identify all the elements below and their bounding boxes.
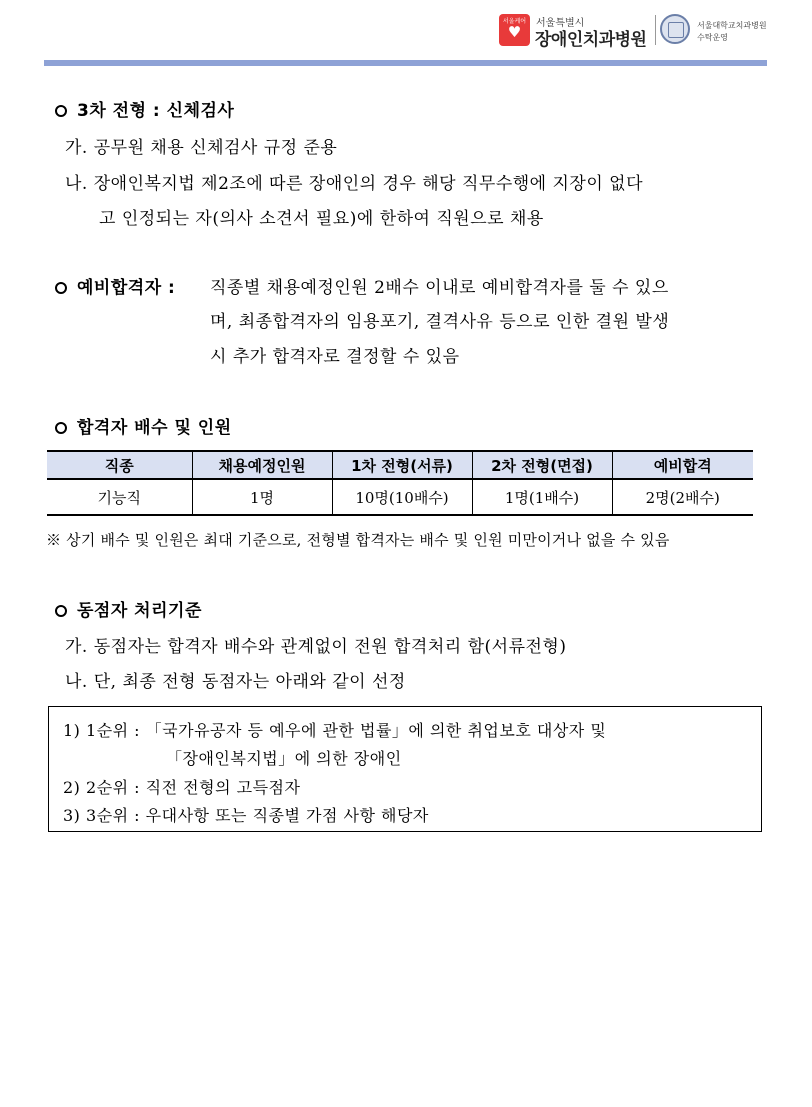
reserve-line-2: 며, 최종합격자의 임용포기, 결격사유 등으로 인한 결원 발생 xyxy=(210,312,670,332)
section-heading-reserve: 예비합격자 : xyxy=(55,273,175,298)
column-header: 직종 xyxy=(47,451,192,479)
affiliate-name: 서울대학교치과병원 xyxy=(697,21,767,30)
page-header xyxy=(0,0,812,70)
section-heading-tie: 동점자 처리기준 xyxy=(55,596,202,621)
header-divider xyxy=(655,15,656,45)
table-cell: 1명 xyxy=(192,479,332,515)
third-stage-item-b: 나. 장애인복지법 제2조에 따른 장애인의 경우 해당 직무수행에 지장이 없다 xyxy=(65,174,644,194)
third-stage-item-b-cont: 고 인정되는 자(의사 소견서 필요)에 한하여 직원으로 채용 xyxy=(99,209,544,229)
affiliate-role: 수탁운영 xyxy=(697,33,728,42)
circle-bullet-icon xyxy=(55,422,67,434)
table-header-row xyxy=(47,451,753,479)
table-cell: 10명(10배수) xyxy=(332,479,472,515)
snu-seal-icon xyxy=(660,14,690,44)
circle-bullet-icon xyxy=(55,605,67,617)
circle-bullet-icon xyxy=(55,282,67,294)
header-accent-bar xyxy=(44,60,767,66)
priority-1: 1) 1순위 : 「국가유공자 등 예우에 관한 법률」에 의한 취업보호 대상자 및 xyxy=(63,721,607,740)
hospital-name: 장애인치과병원 xyxy=(535,30,647,50)
tie-priority-box xyxy=(48,706,762,832)
column-header: 예비합격 xyxy=(612,451,753,479)
table-row xyxy=(47,479,753,515)
reserve-line-1: 직종별 채용예정인원 2배수 이내로 예비합격자를 둘 수 있으 xyxy=(210,278,669,298)
circle-bullet-icon xyxy=(55,105,67,117)
seoul-care-logo xyxy=(499,14,530,46)
section-heading-quota: 합격자 배수 및 인원 xyxy=(55,413,232,438)
hospital-subtitle: 서울특별시 xyxy=(536,18,585,29)
reserve-line-3: 시 추가 합격자로 결정할 수 있음 xyxy=(210,347,460,367)
section-heading-third-stage: 3차 전형 : 신체검사 xyxy=(55,96,234,121)
logo-care-text: 서울케어 xyxy=(502,18,527,25)
priority-2: 2) 2순위 : 직전 전형의 고득점자 xyxy=(63,778,301,797)
quota-note: ※ 상기 배수 및 인원은 최대 기준으로, 전형별 합격자는 배수 및 인원 미만이거나 없을 수 있음 xyxy=(46,531,670,549)
tie-item-a: 가. 동점자는 합격자 배수와 관계없이 전원 합격처리 함(서류전형) xyxy=(65,637,567,657)
priority-1-cont: 「장애인복지법」에 의한 장애인 xyxy=(166,749,402,768)
table-cell: 1명(1배수) xyxy=(472,479,612,515)
table-cell: 2명(2배수) xyxy=(612,479,753,515)
third-stage-item-a: 가. 공무원 채용 신체검사 규정 준용 xyxy=(65,138,338,158)
table-cell: 기능직 xyxy=(47,479,192,515)
heart-icon: ♥ xyxy=(507,23,522,41)
column-header: 1차 전형(서류) xyxy=(332,451,472,479)
tie-item-b: 나. 단, 최종 전형 동점자는 아래와 같이 선정 xyxy=(65,672,406,692)
quota-table xyxy=(47,450,753,516)
column-header: 2차 전형(면접) xyxy=(472,451,612,479)
column-header: 채용예정인원 xyxy=(192,451,332,479)
priority-3: 3) 3순위 : 우대사항 또는 직종별 가점 사항 해당자 xyxy=(63,806,429,825)
